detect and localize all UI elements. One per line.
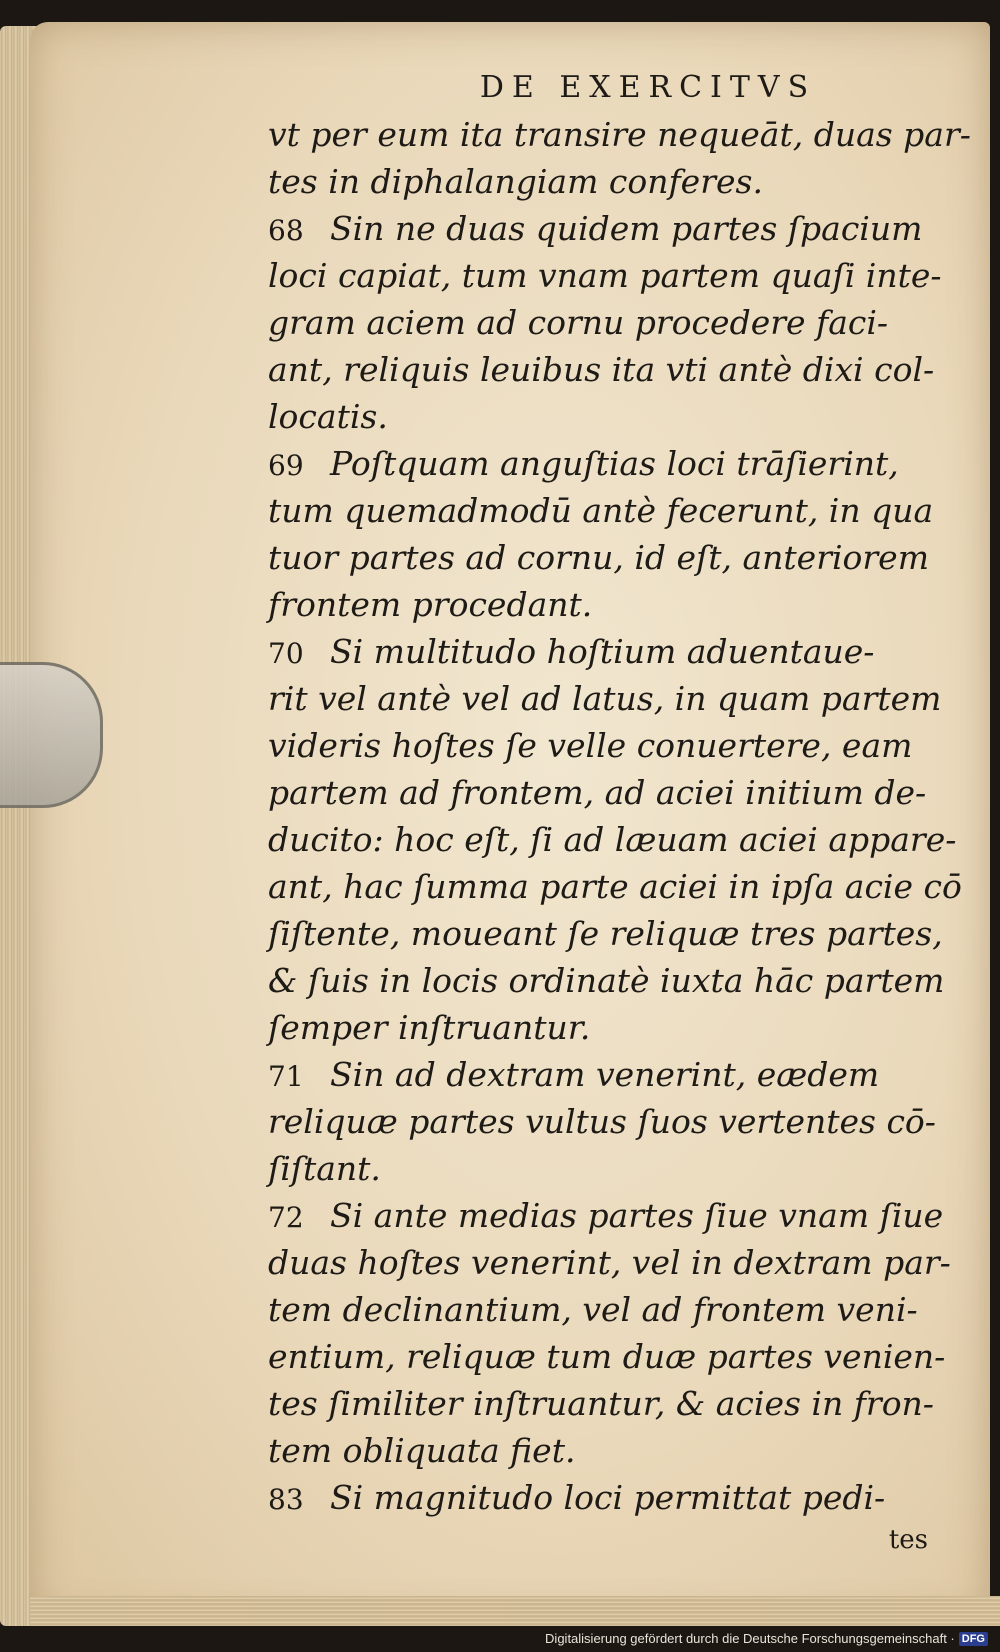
text-line bbox=[268, 1145, 968, 1192]
text-line bbox=[268, 393, 968, 440]
line-text: ſiſtant. bbox=[268, 1149, 381, 1188]
line-text: tes ſimiliter inſtruantur, & acies in fron- bbox=[268, 1384, 934, 1423]
text-line bbox=[268, 863, 968, 910]
running-head: DE EXERCITVS bbox=[479, 70, 817, 105]
text-line bbox=[268, 1380, 968, 1427]
line-text: Poſtquam anguſtias loci trāſierint, bbox=[330, 444, 899, 483]
line-text: Si multitudo hoſtium aduentaue- bbox=[330, 632, 875, 671]
line-text: ant, reliquis leuibus ita vti antè dixi col- bbox=[268, 350, 935, 389]
line-text: tem obliquata fiet. bbox=[268, 1431, 576, 1470]
line-text: Sin ad dextram venerint, eædem bbox=[330, 1055, 880, 1094]
line-text: frontem procedant. bbox=[268, 585, 593, 624]
catchword: tes bbox=[888, 1525, 928, 1555]
text-line bbox=[268, 1239, 968, 1286]
footer-text: Digitalisierung gefördert durch die Deutsche Forschungsgemeinschaft · bbox=[545, 1631, 955, 1646]
text-lines bbox=[268, 111, 971, 1521]
dfg-logo: DFG bbox=[959, 1632, 988, 1646]
line-text: duas hoſtes venerint, vel in dextram par- bbox=[268, 1243, 951, 1282]
paragraph-number: 68 bbox=[268, 214, 304, 247]
text-line bbox=[268, 1098, 968, 1145]
text-line bbox=[268, 816, 968, 863]
paragraph-number: 72 bbox=[268, 1201, 304, 1234]
text-line bbox=[268, 1051, 968, 1098]
line-text: reliquæ partes vultus ſuos vertentes cō- bbox=[268, 1102, 936, 1141]
text-line bbox=[268, 675, 968, 722]
text-line bbox=[268, 1427, 968, 1474]
line-text: videris hoſtes ſe velle conuertere, eam bbox=[268, 726, 913, 765]
line-text: & ſuis in locis ordinatè iuxta hāc partem bbox=[268, 961, 945, 1000]
text-line bbox=[268, 487, 968, 534]
text-line bbox=[268, 158, 968, 205]
line-text: ſiſtente, moueant ſe reliquæ tres partes, bbox=[268, 914, 943, 953]
paragraph-number: 69 bbox=[268, 449, 304, 482]
line-text: Sin ne duas quidem partes ſpacium bbox=[330, 209, 923, 248]
text-line bbox=[268, 910, 968, 957]
paragraph-number: 83 bbox=[268, 1483, 304, 1516]
page-clip bbox=[0, 662, 103, 808]
line-text: Si ante medias partes ſiue vnam ſiue bbox=[330, 1196, 944, 1235]
line-text: tum quemadmodū antè fecerunt, in qua bbox=[268, 491, 934, 530]
text-line bbox=[268, 440, 968, 487]
text-line bbox=[268, 957, 968, 1004]
line-text: partem ad frontem, ad aciei initium de- bbox=[268, 773, 927, 812]
line-text: vt per eum ita transire nequeāt, duas par- bbox=[268, 115, 971, 154]
text-line bbox=[268, 299, 968, 346]
paragraph-number: 71 bbox=[268, 1060, 304, 1093]
line-text: ducito: hoc eſt, ſi ad læuam aciei appare- bbox=[268, 820, 957, 859]
text-line bbox=[268, 581, 968, 628]
line-text: locatis. bbox=[268, 397, 388, 436]
page-text bbox=[268, 70, 971, 1555]
digitization-footer bbox=[545, 1631, 988, 1646]
text-line bbox=[268, 252, 968, 299]
text-line bbox=[268, 1004, 968, 1051]
line-text: tem declinantium, vel ad frontem veni- bbox=[268, 1290, 918, 1329]
text-line bbox=[268, 1333, 968, 1380]
line-text: Si magnitudo loci permittat pedi- bbox=[330, 1478, 886, 1517]
line-text: ſemper inſtruantur. bbox=[268, 1008, 591, 1047]
line-text: gram aciem ad cornu procedere faci- bbox=[268, 303, 889, 342]
text-line bbox=[268, 534, 968, 581]
line-text: ant, hac ſumma parte aciei in ipſa acie cō bbox=[268, 867, 962, 906]
page-bottom-edge bbox=[30, 1596, 1000, 1626]
line-text: loci capiat, tum vnam partem quaſi inte- bbox=[268, 256, 942, 295]
text-line bbox=[268, 1474, 968, 1521]
text-line bbox=[268, 722, 968, 769]
text-line bbox=[268, 769, 968, 816]
text-line bbox=[268, 628, 968, 675]
line-text: tuor partes ad cornu, id eſt, anteriorem bbox=[268, 538, 929, 577]
text-line bbox=[268, 205, 968, 252]
text-line bbox=[268, 111, 971, 158]
text-line bbox=[268, 346, 968, 393]
text-line bbox=[268, 1286, 968, 1333]
paragraph-number: 70 bbox=[268, 637, 304, 670]
text-line bbox=[268, 1192, 968, 1239]
line-text: rit vel antè vel ad latus, in quam partem bbox=[268, 679, 942, 718]
line-text: entium, reliquæ tum duæ partes venien- bbox=[268, 1337, 946, 1376]
line-text: tes in diphalangiam conferes. bbox=[268, 162, 763, 201]
